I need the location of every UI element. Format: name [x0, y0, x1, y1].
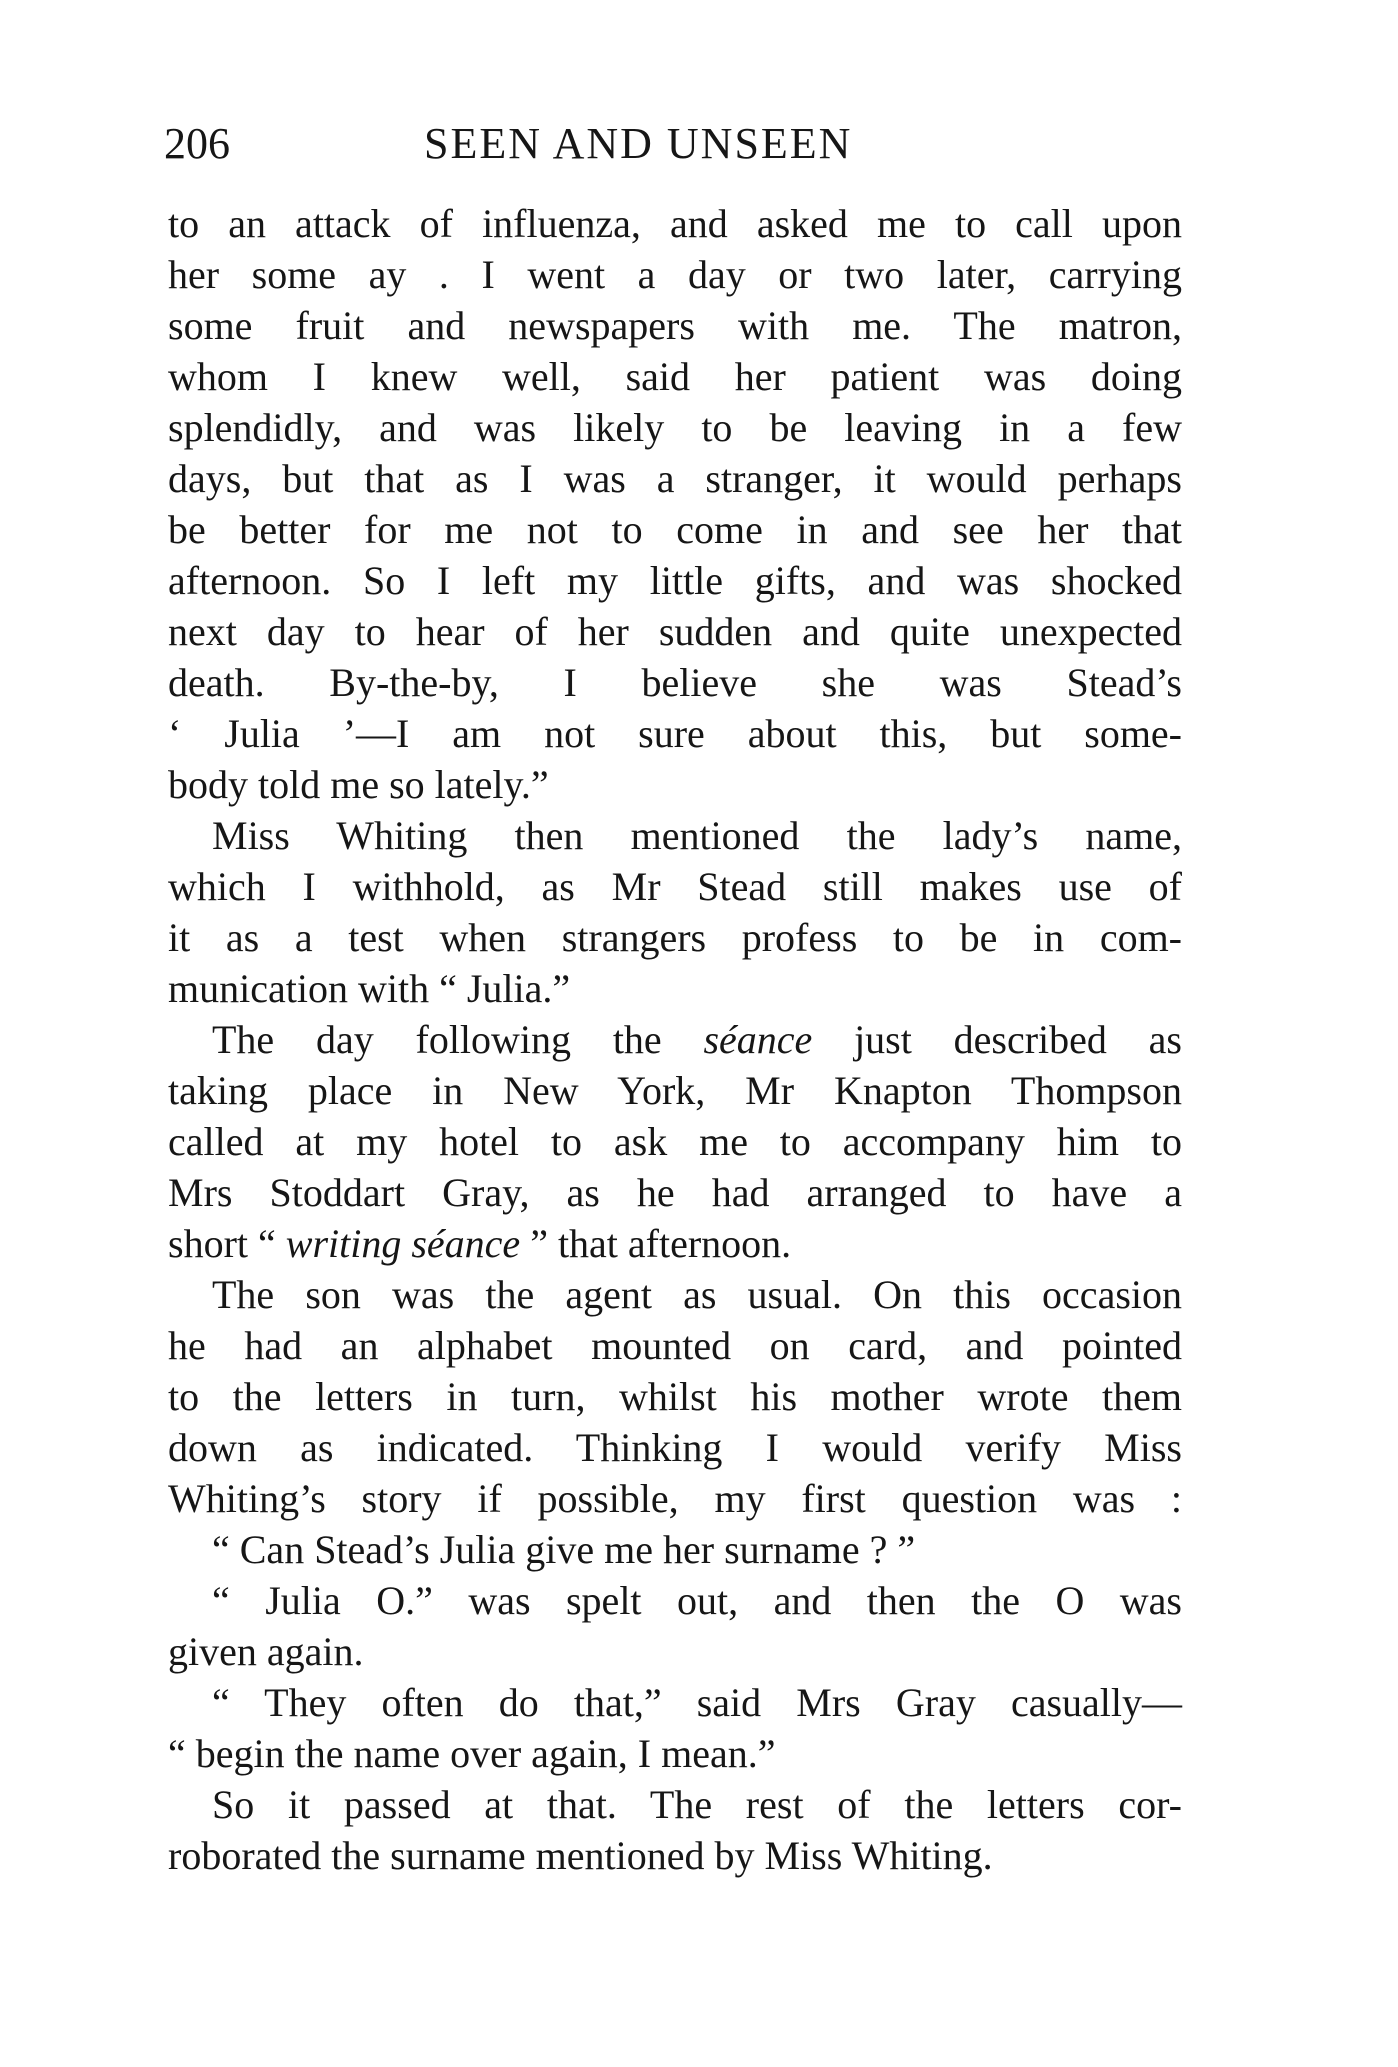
body-text — [168, 198, 1182, 1881]
text-line: called at my hotel to ask me to accompany him to — [168, 1119, 1182, 1164]
running-title: SEEN AND UNSEEN — [424, 119, 853, 168]
text-line: some fruit and newspapers with me. The matron, — [168, 303, 1182, 348]
text-line: “ Julia O.” was spelt out, and then the O was — [212, 1578, 1182, 1623]
page-header — [164, 114, 1184, 174]
text-line: splendidly, and was likely to be leaving in a few — [168, 405, 1182, 450]
text-line: Whiting’s story if possible, my first question was : — [168, 1476, 1182, 1521]
text-line: whom I knew well, said her patient was doing — [168, 354, 1182, 399]
text-line: roborated the surname mentioned by Miss Whiting. — [168, 1833, 993, 1878]
text-line: body told me so lately.” — [168, 762, 549, 807]
text-line: death. By-the-by, I believe she was Stead’s — [168, 660, 1182, 705]
page-number: 206 — [164, 119, 230, 168]
text-line: “ They often do that,” said Mrs Gray casually— — [212, 1680, 1182, 1725]
text-line: to an attack of influenza, and asked me to call upon — [168, 201, 1182, 246]
text-line: The son was the agent as usual. On this occasion — [212, 1272, 1182, 1317]
text-line: it as a test when strangers profess to be in com- — [168, 915, 1182, 960]
text-line: days, but that as I was a stranger, it would perhaps — [168, 456, 1182, 501]
text-line: taking place in New York, Mr Knapton Thompson — [168, 1068, 1182, 1113]
text-line: to the letters in turn, whilst his mother wrote them — [168, 1374, 1182, 1419]
text-line: So it passed at that. The rest of the letters cor- — [212, 1782, 1182, 1827]
text-line: be better for me not to come in and see her that — [168, 507, 1182, 552]
text-line: ‘ Julia ’—I am not sure about this, but some- — [168, 711, 1182, 756]
text-line: which I withhold, as Mr Stead still makes use of — [168, 864, 1182, 909]
text-line: munication with “ Julia.” — [168, 966, 571, 1011]
text-line: he had an alphabet mounted on card, and pointed — [168, 1323, 1182, 1368]
text-line: next day to hear of her sudden and quite unexpected — [168, 609, 1182, 654]
text-line: The day following the séance just described as — [212, 1017, 1183, 1062]
text-line: her some ay . I went a day or two later, carrying — [168, 252, 1182, 297]
text-line: Mrs Stoddart Gray, as he had arranged to have a — [168, 1170, 1182, 1215]
text-line: “ Can Stead’s Julia give me her surname ? ” — [212, 1527, 916, 1572]
text-line: given again. — [168, 1629, 364, 1674]
text-line: down as indicated. Thinking I would verify Miss — [168, 1425, 1182, 1470]
text-line: Miss Whiting then mentioned the lady’s name, — [212, 813, 1182, 858]
text-line: short “ writing séance ” that afternoon. — [168, 1221, 792, 1266]
text-line: afternoon. So I left my little gifts, and was shocked — [168, 558, 1182, 603]
text-line: “ begin the name over again, I mean.” — [168, 1731, 776, 1776]
